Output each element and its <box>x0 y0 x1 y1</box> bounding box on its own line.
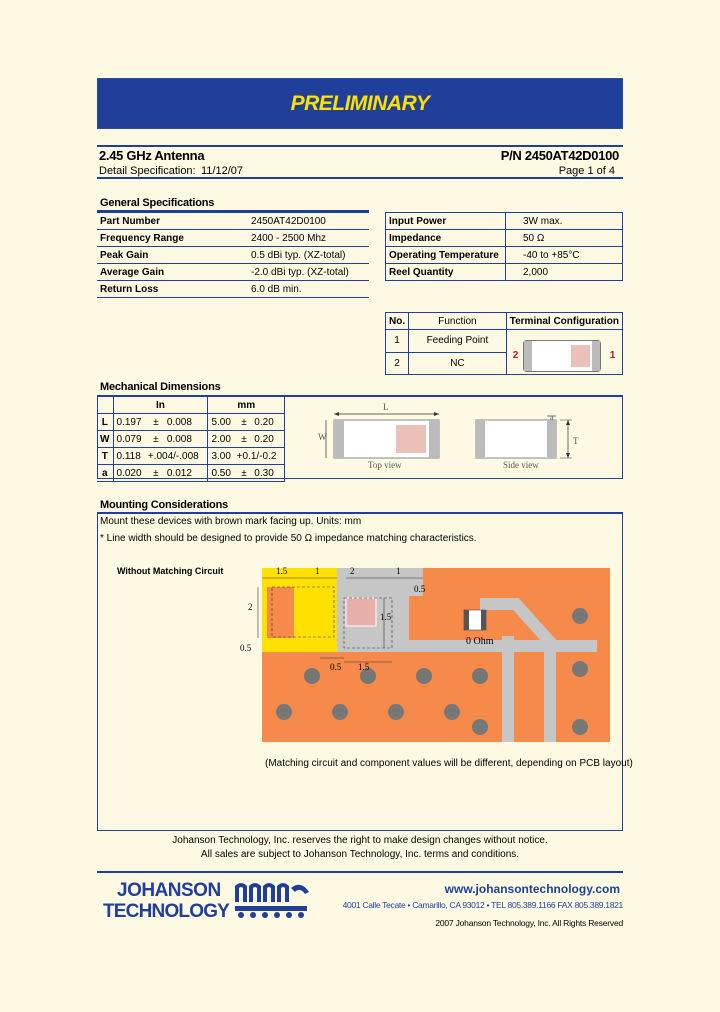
dim-in-tol: 0.008 <box>164 431 208 448</box>
dim-mm-tol: 0.20 <box>251 414 284 431</box>
spec-value: 2400 - 2500 Mhz <box>215 230 369 247</box>
spec-key: Reel Quantity <box>386 264 506 281</box>
dim-1-top-right: 1 <box>396 566 401 576</box>
spec-value: 0.5 dBi typ. (XZ-total) <box>215 247 369 264</box>
mounting-line-1: Mount these devices with brown mark facing up. Units: mm <box>100 516 362 527</box>
footer-line-1: Johanson Technology, Inc. reserves the right to make design changes without notice. <box>172 835 548 846</box>
dim-0-5-bottom: 0.5 <box>330 662 342 672</box>
spec-value: 6.0 dB min. <box>215 281 369 298</box>
table-row <box>97 230 369 247</box>
terminal-no: 2 <box>386 352 409 375</box>
circuit-title: Without Matching Circuit <box>117 566 224 576</box>
spec-key: Peak Gain <box>97 247 215 264</box>
dim-mm-tol: 0.20 <box>251 431 284 448</box>
dim-0-5-right: 0.5 <box>414 584 426 594</box>
dim-2-left: 2 <box>248 602 253 612</box>
general-specs-right-table <box>385 212 623 281</box>
table-row <box>386 213 623 230</box>
pcb-note: (Matching circuit and component values will be different, depending on PCB layout) <box>265 758 633 769</box>
dim-in-tol: 0.012 <box>164 465 208 482</box>
dim-in-value: 0.079 <box>113 431 148 448</box>
table-row <box>386 313 623 330</box>
dim-mm-value: 2.00 <box>208 431 237 448</box>
side-view-label: Side view <box>503 460 539 470</box>
dim-in-tol: 0.008 <box>164 414 208 431</box>
spec-key: Frequency Range <box>97 230 215 247</box>
spec-value: 2450AT42D0100 <box>215 213 369 230</box>
dim-label-a: a <box>550 413 554 422</box>
johanson-logo-icon <box>233 882 313 920</box>
dim-1-5-vertical: 1.5 <box>380 612 392 622</box>
table-row <box>97 281 369 298</box>
terminal-function: NC <box>409 352 507 375</box>
table-row <box>97 247 369 264</box>
preliminary-banner <box>97 78 623 129</box>
banner-text: PRELIMINARY <box>290 91 430 115</box>
table-row <box>97 414 285 431</box>
footer-divider <box>97 871 623 873</box>
col-header-config: Terminal Configuration <box>506 313 622 330</box>
table-row <box>97 431 285 448</box>
spec-key: Input Power <box>386 213 506 230</box>
col-header-no: No. <box>386 313 409 330</box>
spec-value: -2.0 dBi typ. (XZ-total) <box>215 264 369 281</box>
mounting-title: Mounting Considerations <box>100 499 229 511</box>
col-header-in: In <box>113 397 208 414</box>
dim-mm-tol: +0.1/-0.2 <box>237 448 285 465</box>
spec-value: 3W max. <box>506 213 623 230</box>
terminal-label-2: 2 <box>512 350 519 361</box>
dim-mm-tol-sign: ± <box>237 465 252 482</box>
side-view-drawing <box>470 412 580 464</box>
spec-value: 2,000 <box>506 264 623 281</box>
col-header-function: Function <box>409 313 507 330</box>
dim-mm-tol-sign: ± <box>237 431 252 448</box>
spec-key: Average Gain <box>97 264 215 281</box>
dim-in-value: 0.197 <box>113 414 148 431</box>
dim-in-value: 0.020 <box>113 465 148 482</box>
terminal-label-1: 1 <box>609 350 616 361</box>
dim-label-T: T <box>573 436 579 446</box>
dim-key: L <box>97 414 113 431</box>
spec-key: Operating Temperature <box>386 247 506 264</box>
dim-mm-value: 0.50 <box>208 465 237 482</box>
part-number-title: P/N 2450AT42D0100 <box>500 148 619 163</box>
general-specs-left-table <box>97 212 369 298</box>
table-row <box>97 213 369 230</box>
dim-label-W: W <box>318 432 327 442</box>
terminal-diagram-cell <box>506 330 622 375</box>
dim-key: T <box>97 448 113 465</box>
dim-1-5-bottom: 1.5 <box>358 662 370 672</box>
dim-label-L: L <box>383 402 389 412</box>
spec-value: -40 to +85°C <box>506 247 623 264</box>
table-row <box>97 448 285 465</box>
dim-in-tol-sign: ± <box>148 414 164 431</box>
dim-in-tol-sign: ± <box>148 465 164 482</box>
dim-key: W <box>97 431 113 448</box>
dim-in-tol-sign: ± <box>148 431 164 448</box>
table-row <box>97 264 369 281</box>
dim-mm-tol: 0.30 <box>251 465 284 482</box>
dim-mm-value: 5.00 <box>208 414 237 431</box>
terminal-function: Feeding Point <box>409 330 507 353</box>
mounting-line-2: * Line width should be designed to provide 50 Ω impedance matching characteristics. <box>100 533 477 544</box>
detail-date: 11/12/07 <box>201 165 244 177</box>
spec-key: Impedance <box>386 230 506 247</box>
pcb-layout-drawing <box>236 562 616 744</box>
detail-label: Detail Specification: <box>99 165 196 177</box>
col-header-mm: mm <box>208 397 285 414</box>
dim-0-5-left: 0.5 <box>240 643 252 653</box>
dim-2-top: 2 <box>350 566 355 576</box>
dim-mm-value: 3.00 <box>208 448 237 465</box>
blank-cell <box>97 397 113 414</box>
mech-dims-title: Mechanical Dimensions <box>100 381 221 393</box>
antenna-terminal-icon <box>523 340 601 372</box>
terminal-config-table <box>385 312 623 375</box>
document-header <box>97 145 623 179</box>
dim-1-top: 1 <box>315 566 320 576</box>
dim-mm-tol-sign: ± <box>237 414 252 431</box>
doc-title: 2.45 GHz Antenna <box>99 148 205 163</box>
terminal-no: 1 <box>386 330 409 353</box>
zero-ohm-label: 0 Ohm <box>466 636 494 647</box>
dim-in-tol: +.004/-.008 <box>148 448 208 465</box>
dim-key: a <box>97 465 113 482</box>
dim-in-value: 0.118 <box>113 448 148 465</box>
copyright-line: 2007 Johanson Technology, Inc. All Rights Reserved <box>435 918 623 928</box>
table-row <box>386 330 623 353</box>
table-row <box>97 397 285 414</box>
address-line: 4001 Calle Tecate • Camarillo, CA 93012 • TEL 805.389.1166 FAX 805.389.1821 <box>342 900 623 910</box>
logo-technology: TECHNOLOGY <box>103 901 230 922</box>
spec-key: Return Loss <box>97 281 215 298</box>
spec-value: 50 Ω <box>506 230 623 247</box>
table-row <box>386 247 623 264</box>
footer-line-2: All sales are subject to Johanson Technology, Inc. terms and conditions. <box>200 849 520 860</box>
spec-key: Part Number <box>97 213 215 230</box>
logo-johanson: JOHANSON <box>117 880 221 901</box>
general-specs-title: General Specifications <box>100 197 215 209</box>
table-row <box>386 230 623 247</box>
dim-1-5-top: 1.5 <box>276 566 288 576</box>
page-indicator: Page 1 of 4 <box>558 165 615 177</box>
table-row <box>97 465 285 482</box>
website-link[interactable]: www.johansontechnology.com <box>444 882 620 896</box>
top-view-label: Top view <box>368 460 402 470</box>
table-row <box>386 264 623 281</box>
mech-dims-table <box>97 396 285 482</box>
